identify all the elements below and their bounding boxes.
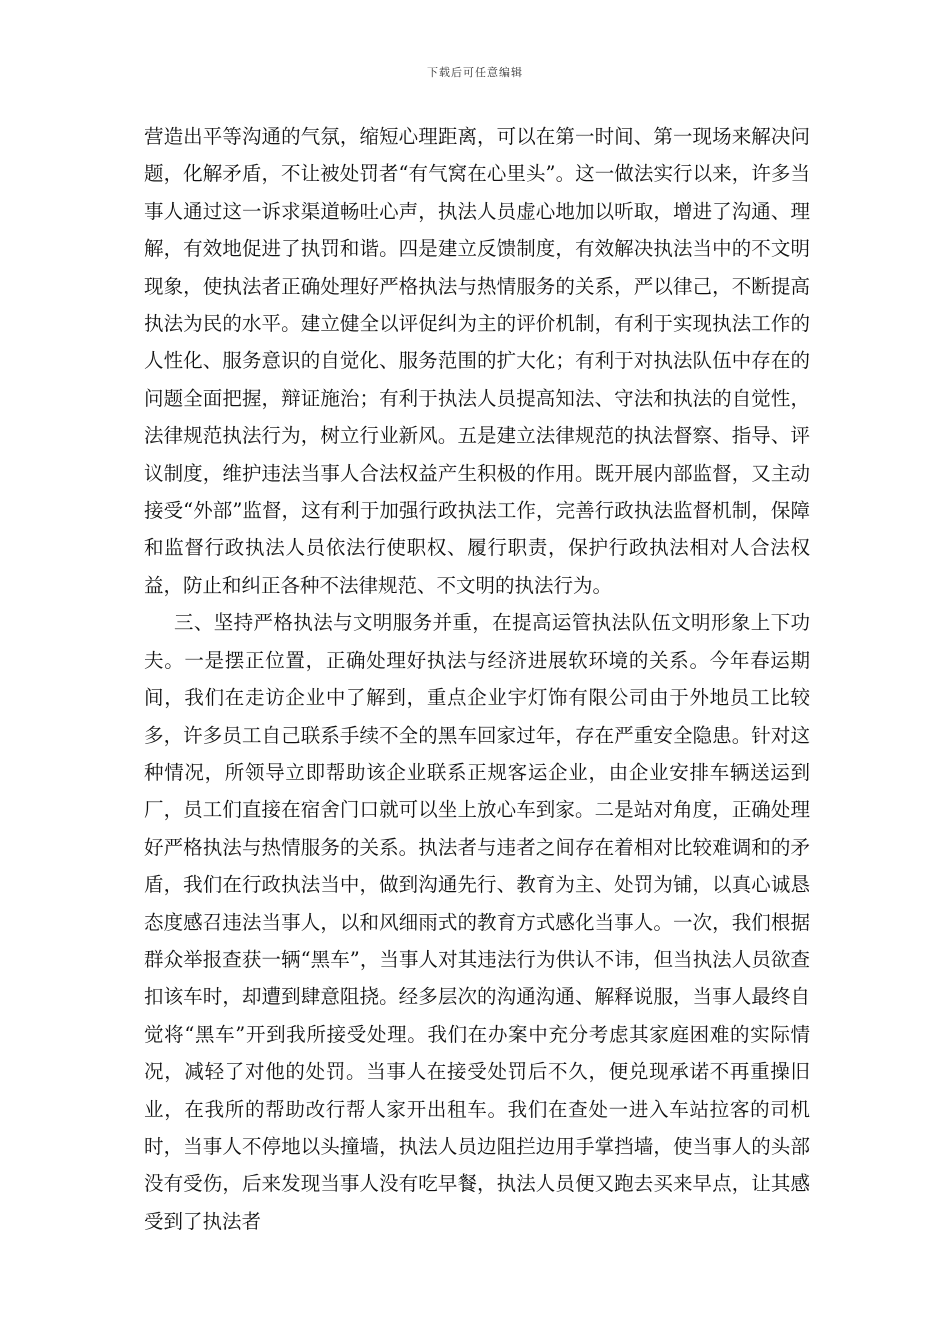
- page-header-note: 下载后可任意编辑: [427, 66, 523, 79]
- paragraph-continuation: 营造出平等沟通的气氛，缩短心理距离，可以在第一时间、第一现场来解决问题，化解矛盾，不让被处罚者“有气窝在心里头”。这一做法实行以来，许多当事人通过这一诉求渠道畅吐心声，执法人员虚心地加以听取，增进了沟通、理解，有效地促进了执罚和谐。四是建立反馈制度，有效解决执法当中的不文明现象，使执法者正确处理好严格执法与热情服务的关系，严以律己，不断提高执法为民的水平。建立健全以评促纠为主的评价机制，有利于实现执法工作的人性化、服务意识的自觉化、服务范围的扩大化；有利于对执法队伍中存在的问题全面把握，辩证施治；有利于执法人员提高知法、守法和执法的自觉性，法律规范执法行为，树立行业新风。五是建立法律规范的执法督察、指导、评议制度，维护违法当事人合法权益产生积极的作用。既开展内部监督，又主动接受“外部”监督，这有利于加强行政执法工作，完善行政执法监督机制，保障和监督行政执法人员依法行使职权、履行职责，保护行政执法相对人合法权益，防止和纠正各种不法律规范、不文明的执法行为。: [144, 125, 810, 597]
- paragraph-section-three: 三、坚持严格执法与文明服务并重，在提高运管执法队伍文明形象上下功夫。一是摆正位置，正确处理好执法与经济进展软环境的关系。今年春运期间，我们在走访企业中了解到，重点企业宇灯饰有限公司由于外地员工比较多，许多员工自己联系手续不全的黑车回家过年，存在严重安全隐患。针对这种情况，所领导立即帮助该企业联系正规客运企业，由企业安排车辆送运到厂，员工们直接在宿舍门口就可以坐上放心车到家。二是站对角度，正确处理好严格执法与热情服务的关系。执法者与违者之间存在着相对比较难调和的矛盾，我们在行政执法当中，做到沟通先行、教育为主、处罚为铺，以真心诚恳态度感召违法当事人，以和风细雨式的教育方式感化当事人。一次，我们根据群众举报查获一辆“黑车”，当事人对其违法行为供认不讳，但当执法人员欲查扣该车时，却遭到肆意阻挠。经多层次的沟通沟通、解释说服，当事人最终自觉将“黑车”开到我所接受处理。我们在办案中充分考虑其家庭困难的实际情况，减轻了对他的处罚。当事人在接受处罚后不久，便兑现承诺不再重操旧业，在我所的帮助改行帮人家开出租车。我们在查处一进入车站拉客的司机时，当事人不停地以头撞墙，执法人员边阻拦边用手掌挡墙，使当事人的头部没有受伤，后来发现当事人没有吃早餐，执法人员便又跑去买来早点，让其感受到了执法者: [144, 611, 810, 1233]
- document-body: [144, 118, 810, 1240]
